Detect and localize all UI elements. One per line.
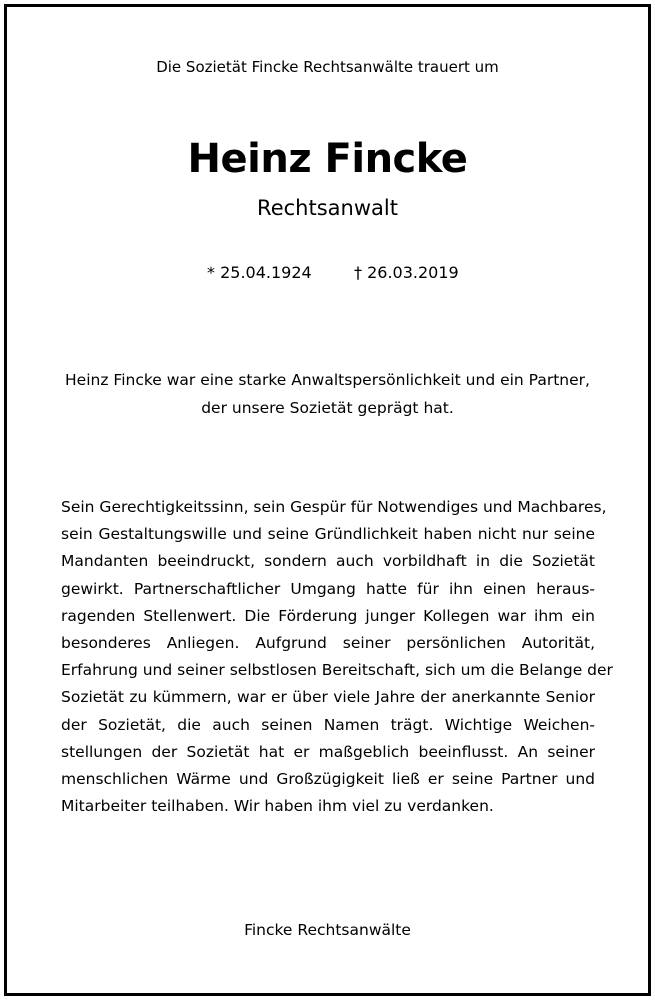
- deceased-name: Heinz Fincke: [187, 136, 468, 182]
- body-line: Mandanten beeindruckt, sondern auch vorbildhaft in die Sozietät: [61, 552, 595, 571]
- death-date: † 26.03.2019: [354, 263, 459, 282]
- tribute-line: der unsere Sozietät geprägt hat.: [201, 399, 454, 417]
- life-dates: [0, 263, 655, 285]
- intro-line: Die Sozietät Fincke Rechtsanwälte trauert um: [156, 58, 499, 76]
- body-line: Erfahrung und seiner selbstlosen Bereitschaft, sich um die Belange der: [61, 661, 613, 680]
- body-line: der Sozietät, die auch seinen Namen trägt. Wichtige Weichen-: [61, 715, 595, 734]
- body-line: Mitarbeiter teilhaben. Wir haben ihm viel zu verdanken.: [61, 797, 494, 816]
- body-line: sein Gestaltungswille und seine Gründlichkeit haben nicht nur seine: [61, 525, 595, 544]
- body-line: menschlichen Wärme und Großzügigkeit ließ er seine Partner und: [61, 769, 595, 788]
- birth-date: * 25.04.1924: [207, 263, 312, 282]
- body-line: gewirkt. Partnerschaftlicher Umgang hatte für ihn einen heraus-: [61, 579, 595, 598]
- body-line: stellungen der Sozietät hat er maßgeblich beeinflusst. An seiner: [61, 742, 595, 761]
- body-line: Sein Gerechtigkeitssinn, sein Gespür für Notwendiges und Machbares,: [61, 498, 607, 516]
- signature: Fincke Rechtsanwälte: [244, 921, 411, 939]
- tribute-line: Heinz Fincke war eine starke Anwaltspersönlichkeit und ein Partner,: [65, 371, 590, 389]
- profession: Rechtsanwalt: [257, 196, 398, 220]
- body-line: ragenden Stellenwert. Die Förderung junger Kollegen war ihm ein: [61, 606, 595, 625]
- body-paragraph: [61, 494, 613, 820]
- tribute-statement: [0, 366, 655, 422]
- body-line: Sozietät zu kümmern, war er über viele Jahre der anerkannte Senior: [61, 688, 595, 707]
- body-line: besonderes Anliegen. Aufgrund seiner persönlichen Autorität,: [61, 633, 595, 652]
